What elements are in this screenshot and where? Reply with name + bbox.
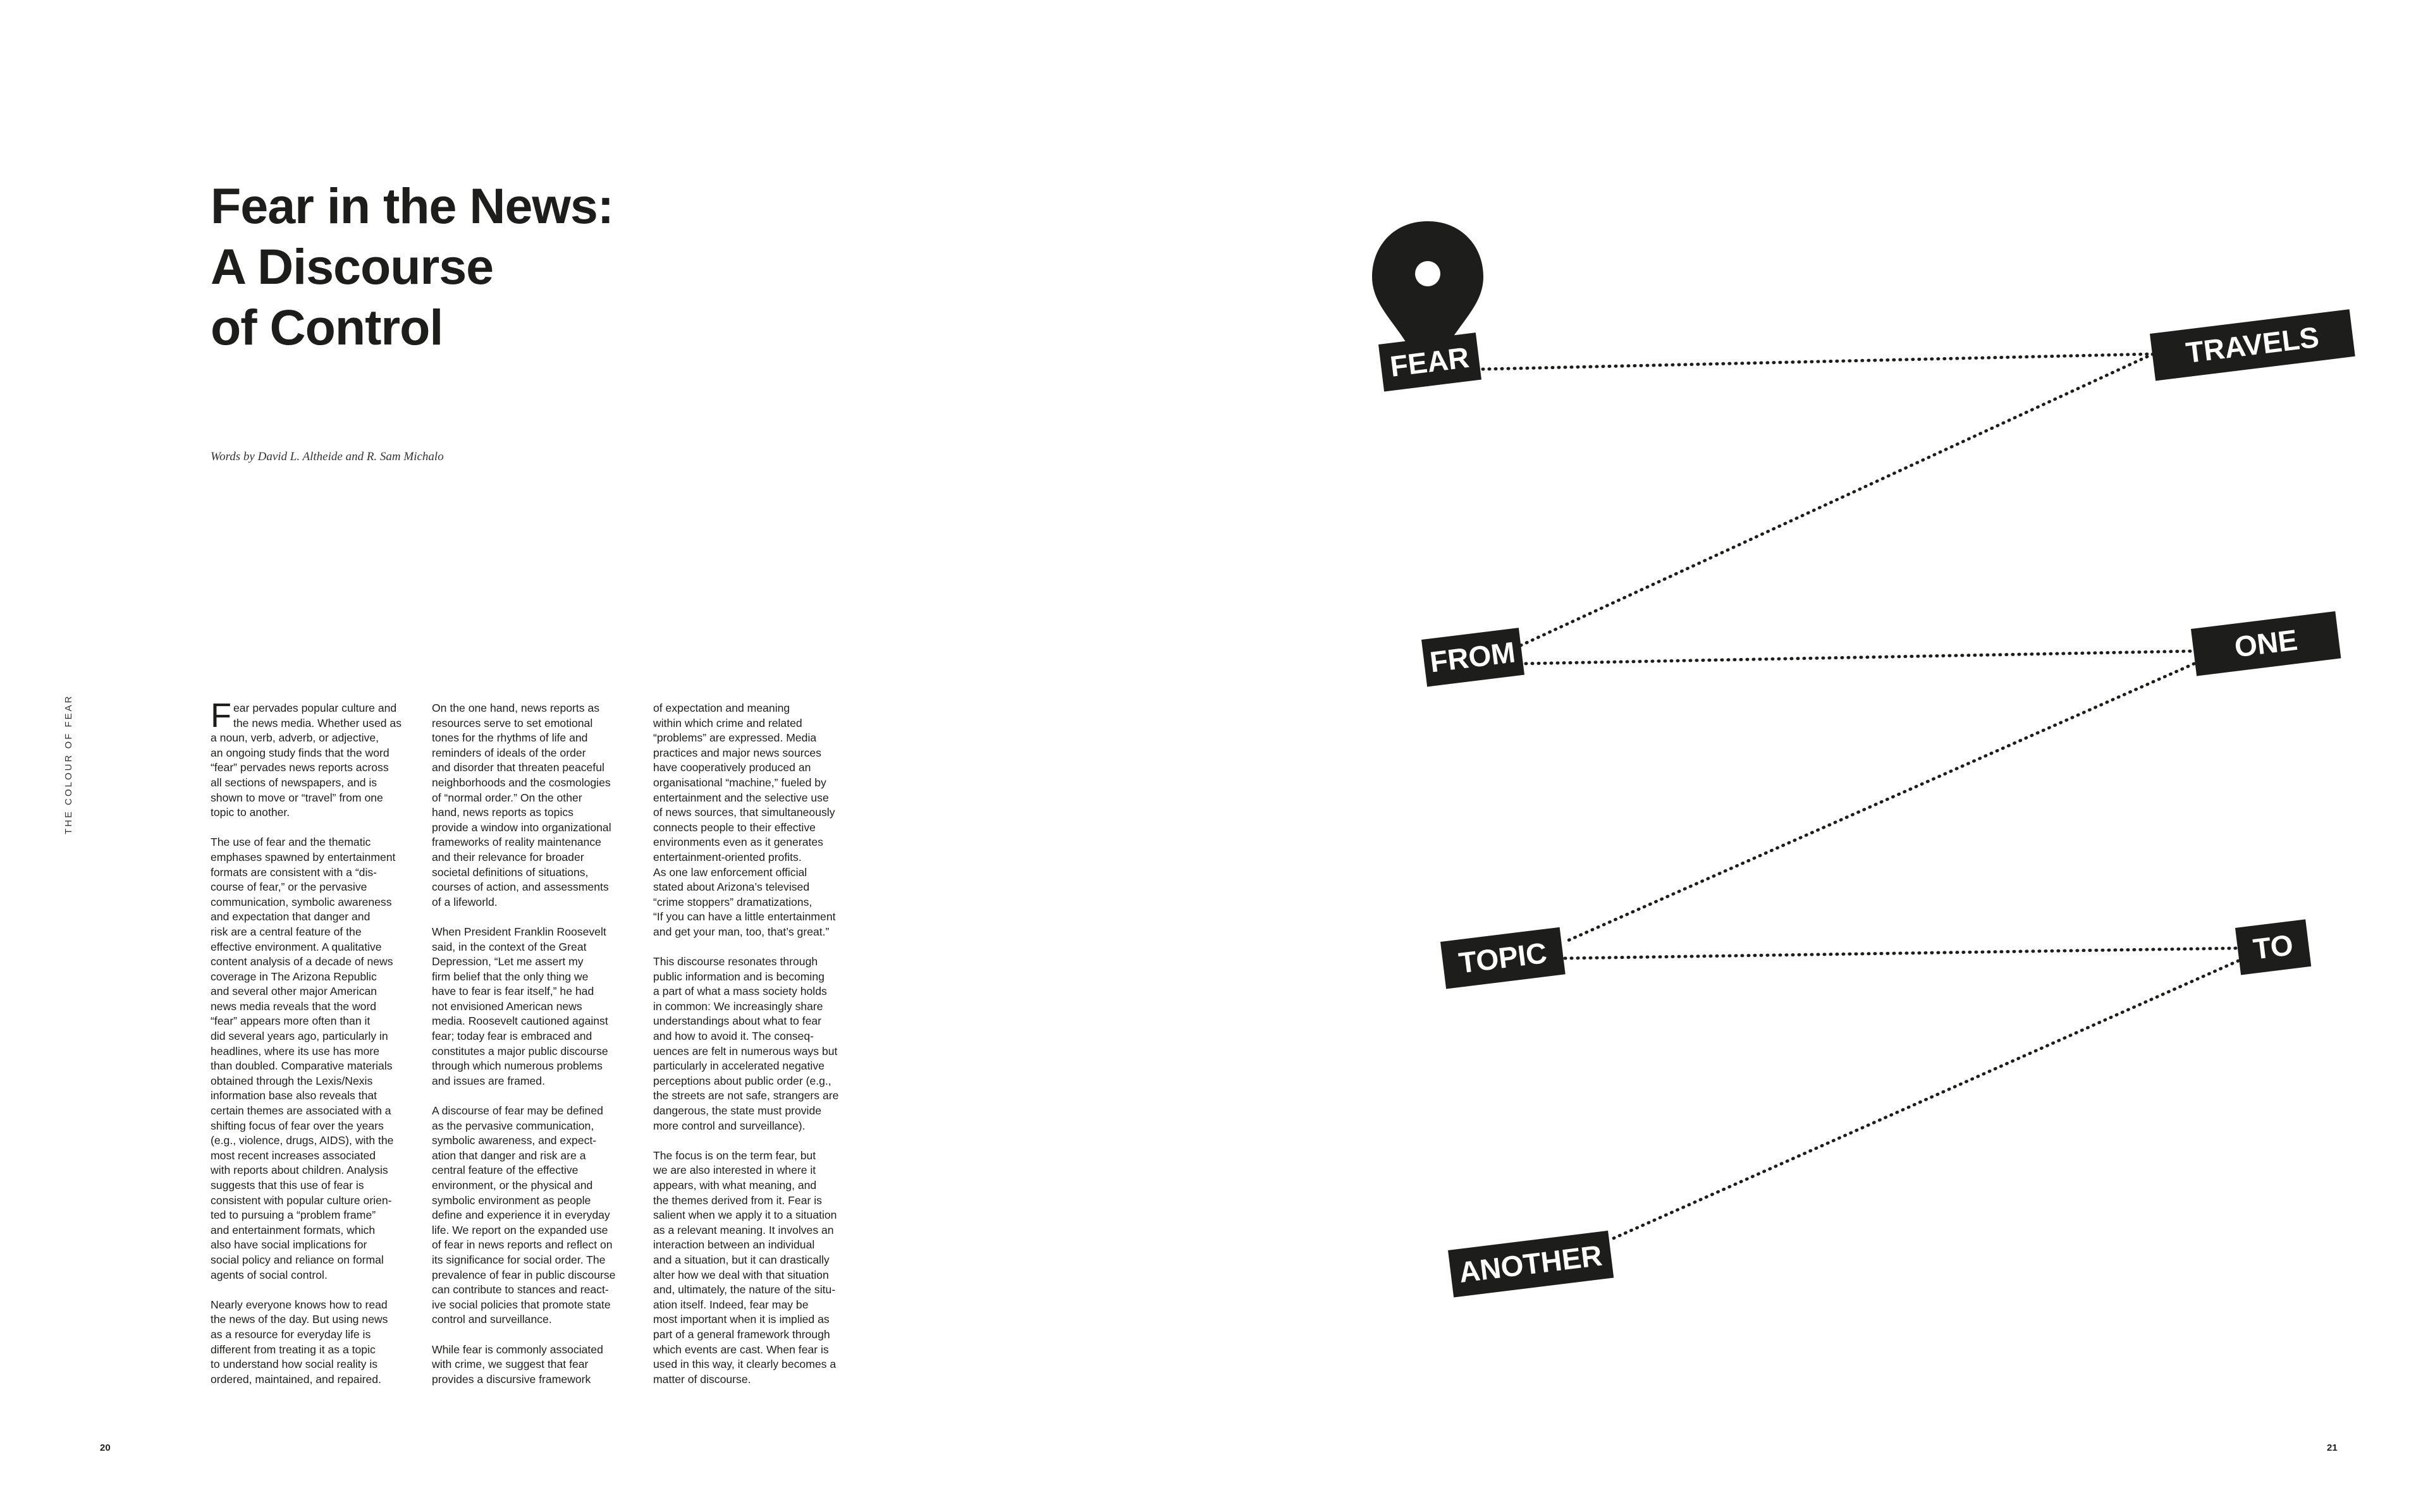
paragraph: The use of fear and the thematic emphases spawned by entertainment formats are consistent with a “dis- course of fear,” or the pervasive communication, symbolic awareness and expectation that danger and risk are a central feature of the effective environment. A qualitative content analysis of a decade of news coverage in The Arizona Republic and several other major American news media reveals that the word “fear” appears more often than it did several years ago, particularly in headlines, where its use has more than doubled. Comparative materials obtained through the Lexis/Nexis information base also reveals that certain themes are associated with a shifting focus of fear over the years (e.g., violence, drugs, AIDS), with the most recent increases associated with reports about children. Analysis suggests that this use of fear is consistent with popular culture orien- ted to pursuing a “problem frame” and entertainment formats, which also have social implications for social policy and reliance on formal agents of social control. — [211, 836, 396, 1281]
label-travels — [2150, 309, 2355, 381]
label-from — [1421, 628, 1524, 686]
paragraph: While fear is commonly associated with crime, we suggest that fear provides a discursive framework — [432, 1343, 603, 1386]
label-fear-text: FEAR — [1388, 340, 1471, 383]
paragraph: of expectation and meaning within which crime and related “problems” are expressed. Media practices and major news sources have cooperatively produced an organisational “machine,” fueled by entertainment and the selective use of news sources, that simultaneously connects people to their effective environments even as it generates entertainment-oriented profits. As one law enforcement official stated about Arizona’s televised “crime stoppers” dramatizations, “If you can have a little entertainment and get your man, too, that’s great.” — [653, 702, 836, 938]
byline: Words by David L. Altheide and R. Sam Michalo — [211, 450, 444, 463]
label-one — [2191, 611, 2341, 676]
connector-one-topic — [1565, 664, 2194, 942]
page-number-right: 21 — [2327, 1442, 2338, 1453]
paragraph: When President Franklin Roosevelt said, in the context of the Great Depression, “Let me assert my firm belief that the only thing we have to fear is fear itself,” he had not envisioned American news media. Roosevelt cautioned against fear; today fear is embraced and constitutes a major public discourse through which numerous problems and issues are framed. — [432, 925, 608, 1087]
paragraph: On the one hand, news reports as resources serve to set emotional tones for the rhythms of life and reminders of ideals of the order and disorder that threaten peaceful neighborhoods and the cosmologies of “normal order.” On the other hand, news reports as topics provide a window into organizational frameworks of reality maintenance and their relevance for broader societal definitions of situations, courses of action, and assessments of a lifeworld. — [432, 702, 611, 908]
connector-to-another — [1609, 961, 2238, 1240]
label-fear — [1378, 332, 1481, 391]
label-another-text: ANOTHER — [1457, 1238, 1604, 1289]
label-one-text: ONE — [2233, 623, 2300, 664]
label-topic-text: TOPIC — [1457, 936, 1549, 980]
label-travels-text: TRAVELS — [2184, 320, 2321, 370]
label-from-text: FROM — [1428, 635, 1518, 679]
title-line-3: of Control — [211, 299, 443, 355]
paragraph: This discourse resonates through public information and is becoming a part of what a mass society holds in common: We increasingly share understandings about what to fear and how to avoid it. The conseq- uences are felt in numerous ways but particularly in accelerated negative perceptions about public order (e.g., the streets are not safe, strangers are dangerous, the state must provide more control and surveillance). — [653, 955, 839, 1132]
connector-fear-travels — [1483, 354, 2153, 369]
title-line-2: A Discourse — [211, 238, 494, 295]
page-number-left: 20 — [100, 1442, 111, 1453]
connector-from-one — [1519, 651, 2194, 664]
drop-cap: F — [211, 697, 231, 735]
paragraph: Nearly everyone knows how to read the news of the day. But using news as a resource for everyday life is different from treating it as a topic to understand how social reality is ordered, maintained, and repaired. — [211, 1298, 388, 1386]
title-line-1: Fear in the News: — [211, 178, 614, 234]
label-to — [2235, 919, 2311, 975]
paragraph-text: ear pervades popular culture and the news media. Whether used as a noun, verb, adverb, or adjective, an ongoing study finds that the word “fear” pervades news reports across all sections of newspapers, and is shown to move or “travel” from one topic to another. — [211, 702, 402, 819]
paragraph: A discourse of fear may be defined as the pervasive communication, symbolic awareness, and expect- ation that danger and risk are a central feature of the effective environment, or the physical and symbolic environment as people define and experience it in everyday life. We report on the expanded use of fear in news reports and reflect on its significance for social order. The prevalence of fear in public discourse can contribute to stances and react- ive social policies that promote state control and surveillance. — [432, 1104, 616, 1326]
label-topic — [1440, 927, 1566, 989]
label-another — [1448, 1231, 1614, 1298]
running-head-text: THE COLOUR OF FEAR — [63, 694, 74, 834]
connector-topic-to — [1565, 948, 2238, 958]
connector-travels-from — [1519, 354, 2153, 646]
label-to-text: TO — [2251, 928, 2295, 966]
connectors — [1483, 354, 2238, 1240]
paragraph: The focus is on the term fear, but we are also interested in where it appears, with what meaning, and the themes derived from it. Fear is salient when we apply it to a situation as a relevant meaning. It involves an interaction between an individual and a situation, but it can drastically alter how we deal with that situation and, ultimately, the nature of the situ- ation itself. Indeed, fear may be most important when it is implied as part of a general framework through which events are cast. When fear is used in this way, it clearly becomes a matter of discourse. — [653, 1149, 837, 1386]
